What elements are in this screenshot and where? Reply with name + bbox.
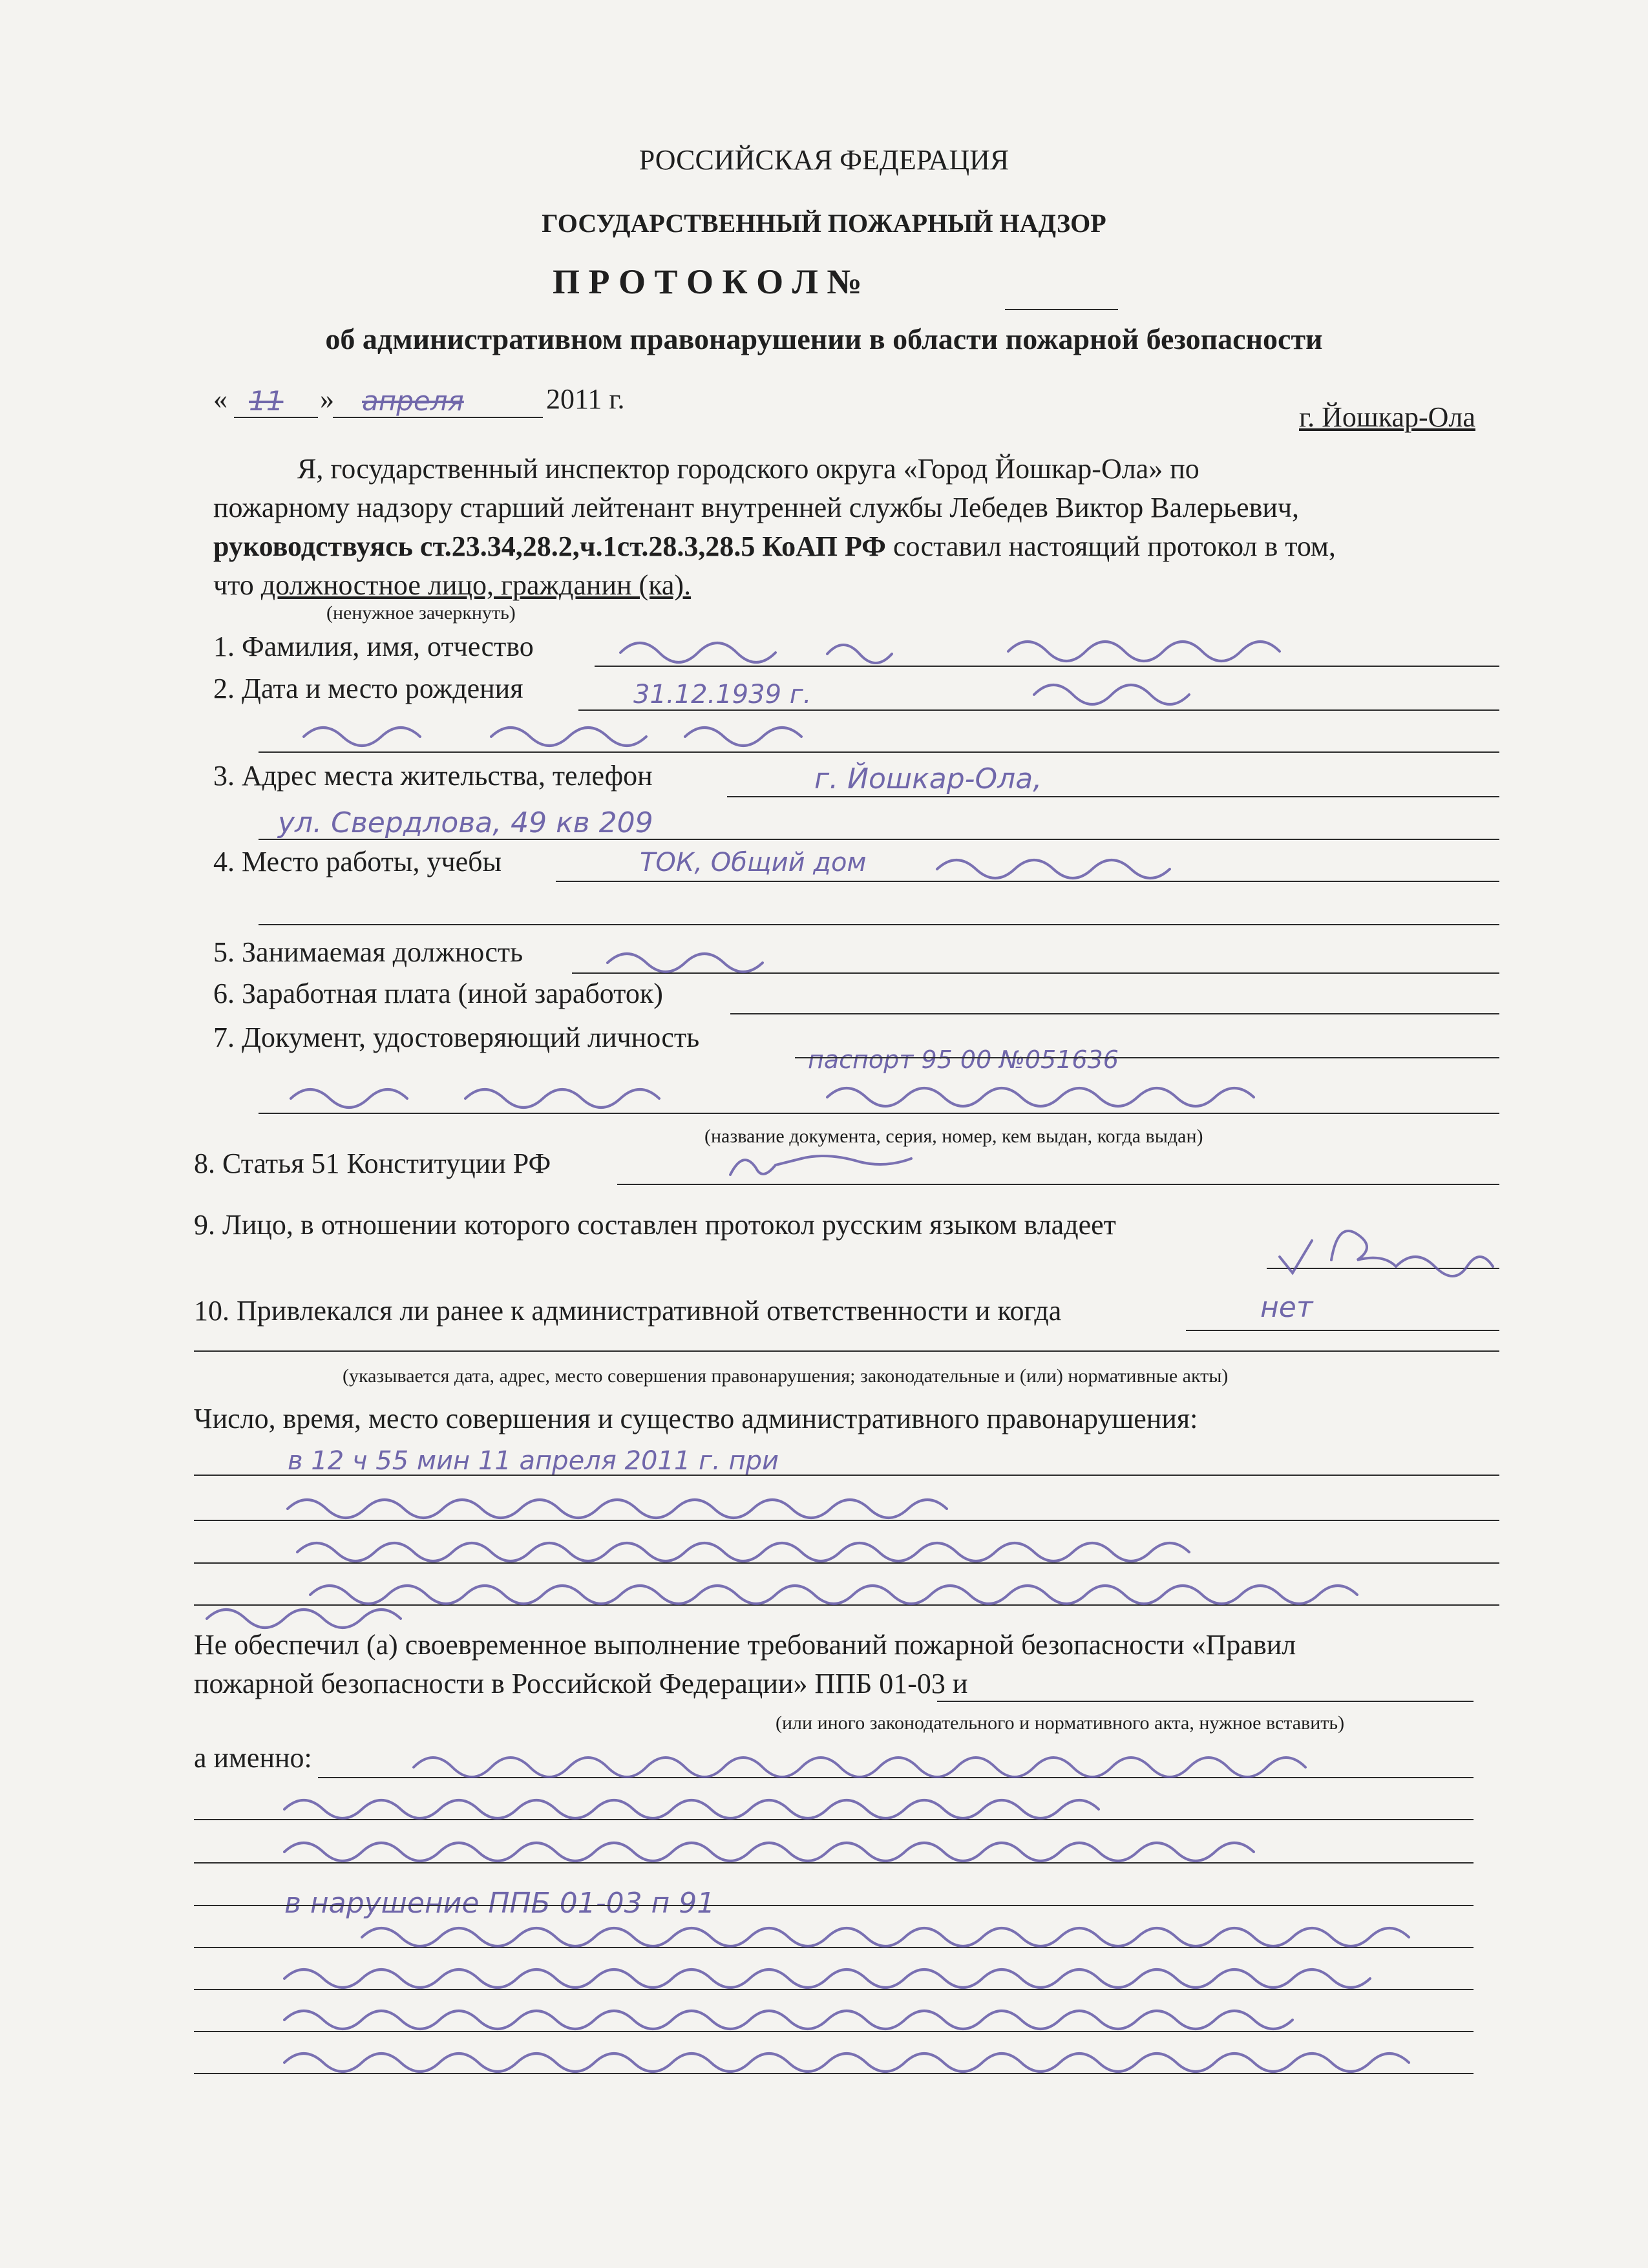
namely-handwriting-2 [284,1800,1099,1818]
field-full-name-label: 1. Фамилия, имя, отчество [213,631,534,662]
date-month: апреля [362,385,464,417]
date-open-quote: « [213,383,227,415]
work-handwriting [937,860,1170,878]
offense-handwriting-2 [288,1500,947,1518]
full-name-handwriting [620,642,1280,663]
intro-line-3-rest: составил настоящий протокол в том, [885,530,1336,562]
field-work-value: ТОК, Общий дом [640,848,867,877]
field-address-label: 3. Адрес места жительства, телефон [213,760,653,792]
field-address-value-2: ул. Свердлова, 49 кв 209 [278,806,653,839]
field-address-value-1: г. Йошкар-Ола, [814,762,1042,795]
language-signature [1280,1231,1493,1276]
city: г. Йошкар-Ола [1299,401,1475,433]
offense-handwriting-3 [297,1543,1189,1561]
legal-basis: руководствуясь ст.23.34,28.2,ч.1ст.28.3,28.5 КоАП РФ [213,530,886,562]
field-position-label: 5. Занимаемая должность [213,936,523,968]
birth-place-handwriting [304,685,1189,746]
field-language-label: 9. Лицо, в отношении которого составлен протокол русским языком владеет [194,1209,1116,1241]
id-issuer-handwriting [291,1088,1254,1108]
intro-line-2: пожарному надзору старший лейтенант внутренней службы Лебедев Виктор Валерьевич, [213,492,1300,523]
field-previous-label: 10. Привлекался ли ранее к административной ответственности и когда [194,1295,1062,1327]
date-day: 11 [249,385,284,417]
requirements-hint: (или иного законодательного и нормативного акта, нужное вставить) [776,1712,1345,1734]
position-handwriting [607,954,763,972]
field-id-label: 7. Документ, удостоверяющий личность [213,1022,700,1053]
offense-line-1-value: в 12 ч 55 мин 11 апреля 2011 г. при [288,1446,779,1476]
agency-heading: ГОСУДАРСТВЕННЫЙ ПОЖАРНЫЙ НАДЗОР [542,209,1106,238]
field-previous-value: нет [1260,1291,1313,1324]
namely-handwriting-6 [284,1969,1370,1988]
date-year: 2011 г. [546,383,625,415]
country-heading: РОССИЙСКАЯ ФЕДЕРАЦИЯ [639,144,1009,176]
document-subtitle: об административном правонарушении в области пожарной безопасности [325,322,1323,355]
constitution-signature [730,1156,911,1175]
namely-handwriting-1 [414,1758,1305,1777]
namely-handwriting-3 [284,1843,1254,1861]
requirements-text-1: Не обеспечил (а) своевременное выполнение требований пожарной безопасности «Правил [194,1629,1296,1661]
offense-handwriting-4 [207,1586,1357,1628]
field-salary-label: 6. Заработная плата (иной заработок) [213,978,663,1009]
field-birth-date-value: 31.12.1939 г. [633,680,812,709]
field-constitution-label: 8. Статья 51 Конституции РФ [194,1148,551,1179]
namely-handwriting-7 [284,2011,1293,2029]
field-birth-label: 2. Дата и место рождения [213,673,523,704]
field-previous-hint: (указывается дата, адрес, место совершения правонарушения; законодательные и (или) нормативные акты) [343,1365,1229,1387]
intro-line-4-pre: что [213,569,261,601]
date-close-quote: » [320,383,334,415]
namely-handwriting-5 [362,1928,1409,1946]
requirements-text-2: пожарной безопасности в Российской Федерации» ППБ 01-03 и [194,1668,968,1699]
field-work-label: 4. Место работы, учебы [213,846,502,877]
field-id-hint: (название документа, серия, номер, кем выдан, когда выдан) [704,1126,1203,1147]
person-type: должностное лицо, гражданин (ка). [260,569,692,601]
namely-line-4-value: в нарушение ППБ 01-03 п 91 [284,1887,715,1920]
offense-heading: Число, время, место совершения и существо административного правонарушения: [194,1403,1198,1434]
document-title: П Р О Т О К О Л № [553,262,862,301]
intro-line-1: Я, государственный инспектор городского округа «Город Йошкар-Ола» по [297,453,1199,485]
field-id-value: паспорт 95 00 №051636 [808,1045,1119,1074]
namely-label: а именно: [194,1742,312,1774]
namely-handwriting-8 [284,2053,1409,2072]
person-type-hint: (ненужное зачеркнуть) [326,602,516,624]
